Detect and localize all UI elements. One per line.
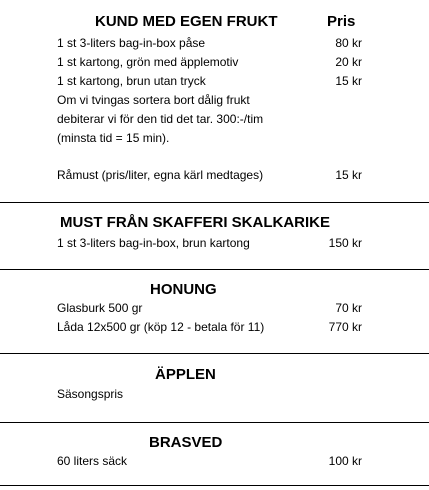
section-brasved [0, 423, 429, 485]
item-description: 60 liters säck [57, 454, 128, 468]
item-price: 100 kr [328, 454, 362, 468]
price-column-header: Pris [327, 13, 356, 30]
item-price: 150 kr [328, 236, 362, 250]
item-price: 70 kr [335, 301, 362, 315]
section-applen [0, 354, 429, 422]
section-title-must: MUST FRÅN SKAFFERI SKALKARIKE [60, 214, 330, 231]
sorting-fee-note-line: Om vi tvingas sortera bort dålig frukt [57, 93, 250, 107]
price-row [0, 452, 429, 471]
item-description: 1 st 3-liters bag-in-box, brun kartong [57, 236, 250, 250]
item-price: 15 kr [335, 74, 362, 88]
section-honung [0, 270, 429, 353]
item-description: 1 st kartong, brun utan tryck [57, 74, 206, 88]
item-price: 20 kr [335, 55, 362, 69]
price-row-ramust [0, 166, 429, 185]
item-description: 1 st kartong, grön med äpplemotiv [57, 55, 239, 69]
section-title-brasved: BRASVED [149, 434, 223, 451]
item-price: 15 kr [335, 168, 362, 182]
sorting-fee-note-line: (minsta tid = 15 min). [57, 131, 170, 145]
item-price: 80 kr [335, 36, 362, 50]
item-description: Glasburk 500 gr [57, 301, 143, 315]
section-title-honung: HONUNG [150, 281, 217, 298]
sorting-fee-note-line: debiterar vi för den tid det tar. 300:-/tim [57, 112, 264, 126]
item-description: Låda 12x500 gr (köp 12 - betala för 11) [57, 320, 265, 334]
item-description: Råmust (pris/liter, egna kärl medtages) [57, 168, 264, 182]
section-kund-med-egen-frukt [0, 0, 429, 200]
price-row [0, 318, 429, 337]
price-row [0, 234, 429, 253]
section-must [0, 203, 429, 269]
price-row [0, 299, 429, 318]
price-row [0, 72, 429, 91]
seasonal-price-note: Säsongspris [57, 387, 124, 401]
section-title-kund: KUND MED EGEN FRUKT [95, 13, 278, 30]
item-description: 1 st 3-liters bag-in-box påse [57, 36, 206, 50]
section-title-applen: ÄPPLEN [155, 366, 216, 383]
price-row [0, 53, 429, 72]
divider [0, 485, 429, 486]
price-row [0, 34, 429, 53]
item-price: 770 kr [328, 320, 362, 334]
